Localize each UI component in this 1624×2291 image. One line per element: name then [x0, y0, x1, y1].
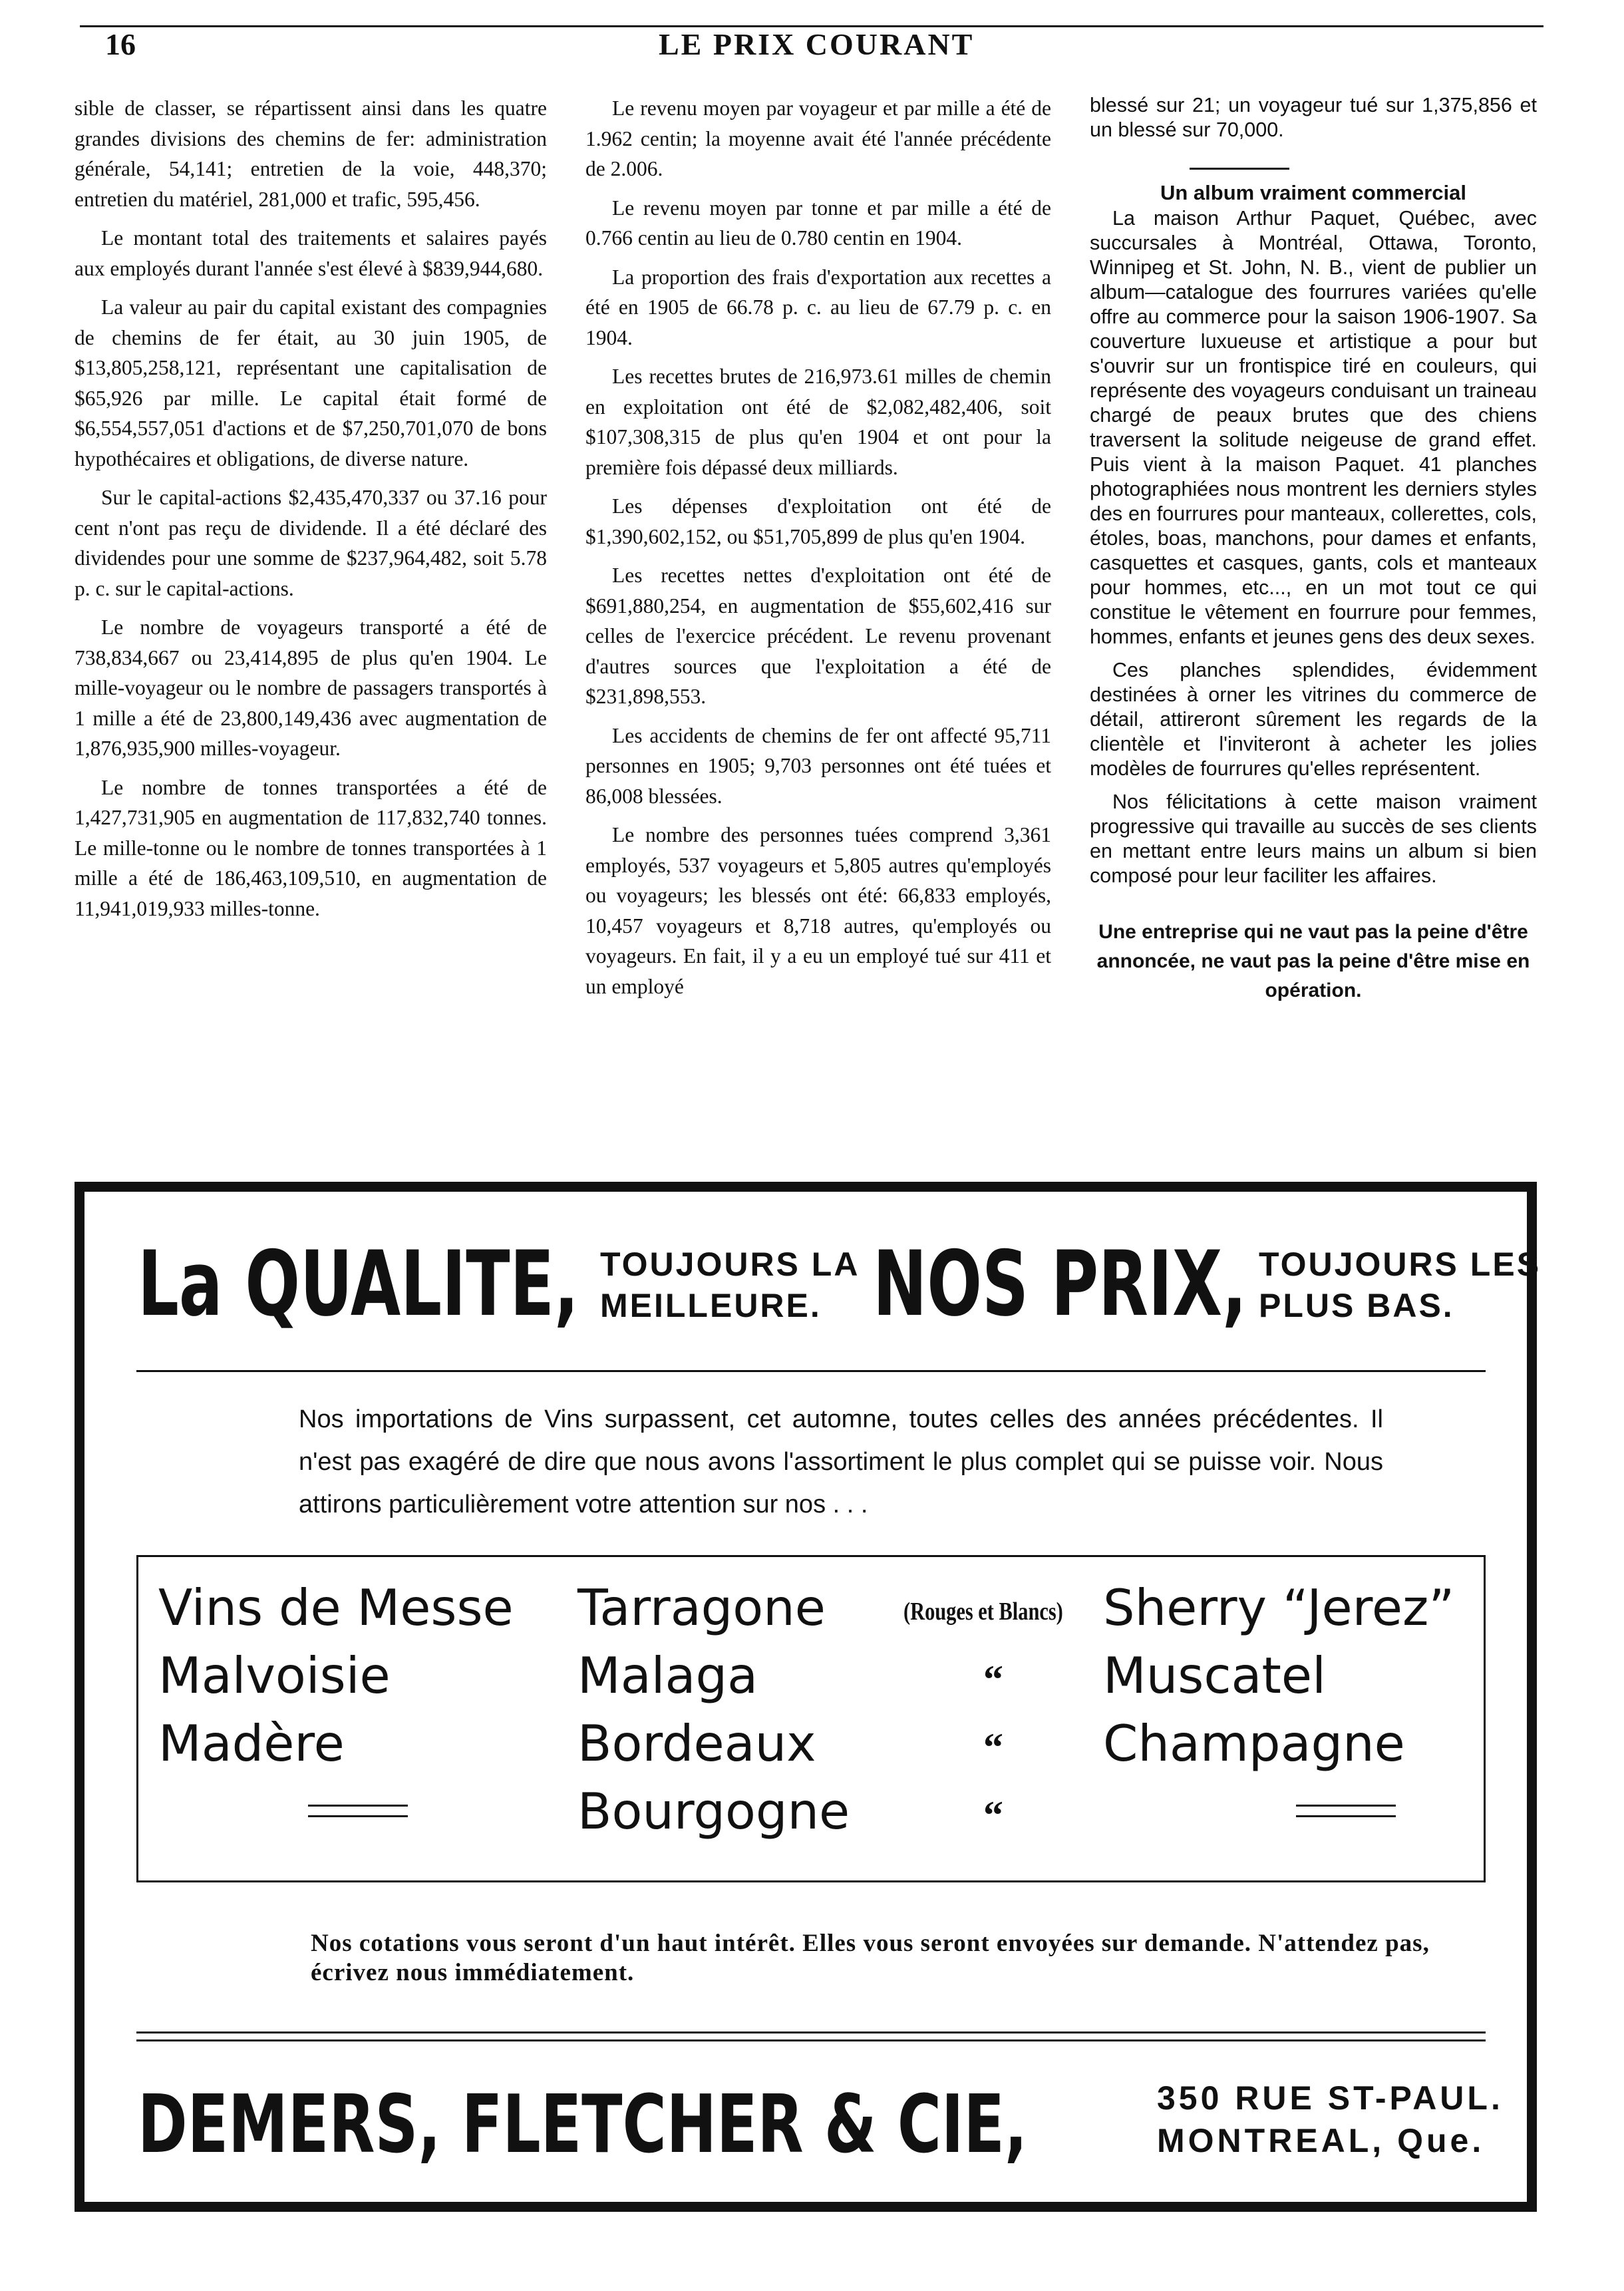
- paragraph: Le revenu moyen par tonne et par mille a été de 0.766 centin au lieu de 0.780 centin en 1904.: [585, 196, 1051, 250]
- paragraph: Les accidents de chemins de fer ont affecté 95,711 personnes en 1905; 9,703 personnes ont été tuées et 86,008 blessées.: [585, 723, 1051, 808]
- paragraph: Les dépenses d'exploitation ont été de $1,390,602,152, ou $51,705,899 de plus qu'en 1904.: [585, 494, 1051, 548]
- ad-headline-prices: NOS PRIX,: [873, 1232, 1247, 1336]
- ad-rule-top: [136, 1370, 1486, 1372]
- paragraph: La maison Arthur Paquet, Québec, avec succursales à Montréal, Ottawa, Toronto, Winnipeg et St. John, N. B., vient de publier un album—catalogue des fourrures variées qu'elle offre au commerce pour la saison 1906-1907. Sa couverture luxueuse et artistique a pour but s'ouvrir sur un frontispice tiré en couleurs, qui représente des voyageurs conduisant un traineau chargé de peaux brutes que des chiens traversent la solitude neigeuse de grand effet. Puis vient à la maison Paquet. 41 planches photographiées nous montrent les derniers styles des en fourrures pour manteaux, collerettes, cols, étoles, boas, manchons, pour dames et enfants, casquettes et casques, gants, cols et manteaux pour hommes, etc..., en un mot tout ce qui constitue le vêtement en fourrure pour femmes, hommes, enfants et jeunes gens des deux sexes.: [1090, 207, 1537, 648]
- ad-rule-bottom-2: [136, 2039, 1486, 2041]
- article-column-3: [1090, 93, 1537, 1014]
- wine-item: Madère: [158, 1714, 345, 1773]
- ditto-mark: “: [983, 1725, 1003, 1769]
- ad-tagline-2b: PLUS BAS.: [1259, 1287, 1454, 1324]
- ad-tagline-2a: TOUJOURS LES: [1259, 1246, 1542, 1283]
- ditto-mark: “: [983, 1793, 1003, 1837]
- paragraph: Les recettes nettes d'exploitation ont été de $691,880,254, en augmentation de $55,602,416 sur celles de l'exercice précédent. Le revenu provenant d'autres sources que l'exploitation a été de $231,898,553.: [585, 564, 1051, 708]
- paragraph: Le montant total des traitements et salaires payés aux employés durant l'année s'est élevé à $839,944,680.: [75, 226, 547, 280]
- page-number: 16: [105, 27, 136, 61]
- wine-list-box: [136, 1555, 1486, 1882]
- firm-address-line-2: MONTREAL, Que.: [1157, 2122, 1485, 2159]
- paragraph: Nos félicitations à cette maison vraiment progressive qui travaille au succès de ses clients en mettant entre leurs mains un album si bien composé pour leur faciliter les affaires.: [1090, 791, 1537, 887]
- firm-address-line-1: 350 RUE ST-PAUL.: [1157, 2079, 1504, 2117]
- article-heading: Un album vraiment commercial: [1160, 181, 1466, 204]
- ad-quotes-note: Nos cotations vous seront d'un haut intérêt. Elles vous seront envoyées sur demande. N'attendez pas, écrivez nous immédiatement.: [311, 1930, 1430, 1986]
- section-divider: [1190, 168, 1289, 170]
- ad-headline-quality: La QUALITE,: [138, 1232, 579, 1336]
- paragraph-continuation: blessé sur 21; un voyageur tué sur 1,375,856 et un blessé sur 70,000.: [1090, 94, 1537, 141]
- wine-item: Bourgogne: [577, 1782, 850, 1841]
- advertisement: [75, 1182, 1542, 2212]
- paragraph: Ces planches splendides, évidemment destinées à orner les vitrines du commerce de détail, attireront sûrement les regards de la clientèle et l'inviteront à acheter les jolies modèles de fourrures qu'elles représentent.: [1090, 659, 1537, 780]
- paragraph: Le revenu moyen par voyageur et par mille a été de 1.962 centin; la moyenne avait été l'année précédente de 2.006.: [585, 96, 1051, 180]
- ad-rule-bottom-1: [136, 2031, 1486, 2033]
- rouges-blancs-note: (Rouges et Blancs): [903, 1598, 1063, 1626]
- wine-item: Bordeaux: [577, 1714, 816, 1773]
- paragraph: La valeur au pair du capital existant des compagnies de chemins de fer était, au 30 juin 1905, de $13,805,258,121, représentant une capitalisation de $65,926 par mille. Le capital était formé de $6,554,557,051 d'actions et de $7,250,701,070 de bons hypothécaires et obligations, de diverse nature.: [75, 295, 547, 470]
- wine-item: Vins de Messe: [158, 1578, 514, 1637]
- wine-item: Malvoisie: [158, 1646, 391, 1705]
- double-rule: [308, 1805, 408, 1817]
- paragraph: Le nombre des personnes tuées comprend 3,361 employés, 537 voyageurs et 5,805 autres qu'employés ou voyageurs; les blessés ont été: 66,833 employés, 10,457 voyageurs et 8,718 autres, qu'employés ou voyageurs. En fait, il y a eu un employé tué sur 411 et un employé: [585, 823, 1051, 998]
- ad-intro-text: Nos importations de Vins surpassent, cet automne, toutes celles des années précédentes. Il n'est pas exagéré de dire que nous avons l'assortiment le plus complet qui se puisse voir. Nous attirons particulièrement votre attention sur nos . . .: [299, 1405, 1383, 1518]
- article-column-2: [585, 93, 1051, 1010]
- article-column-1: [75, 93, 547, 932]
- wine-item: Malaga: [577, 1646, 758, 1705]
- paragraph: sible de classer, se répartissent ainsi dans les quatre grandes divisions des chemins de fer: administration générale, 54,141; entretien de la voie, 448,370; entretien du matériel, 281,000 et trafic, 595,456.: [75, 96, 547, 211]
- motto: Une entreprise qui ne vaut pas la peine d'être annoncée, ne vaut pas la peine d'être mise en opération.: [1096, 921, 1530, 1001]
- paragraph: Les recettes brutes de 216,973.61 milles de chemin en exploitation ont été de $2,082,482,406, soit $107,308,315 de plus qu'en 1904 et ont pour la première fois dépassé deux milliards.: [585, 365, 1051, 479]
- wine-item: Champagne: [1103, 1714, 1405, 1773]
- wine-item: Tarragone: [577, 1578, 826, 1637]
- paragraph: Sur le capital-actions $2,435,470,337 ou 37.16 pour cent n'ont pas reçu de dividende. Il a été déclaré des dividendes pour une somme de $237,964,482, soit 5.78 p. c. sur le capital-actions.: [75, 486, 547, 600]
- ad-tagline-1b: MEILLEURE.: [600, 1287, 822, 1324]
- journal-title: LE PRIX COURANT: [659, 27, 975, 61]
- wine-item: Muscatel: [1103, 1646, 1326, 1705]
- paragraph: Le nombre de tonnes transportées a été de 1,427,731,905 en augmentation de 117,832,740 tonnes. Le mille-tonne ou le nombre de tonnes transportées à 1 mille a été de 186,463,109,510, en augmentation de 11,941,019,933 milles-tonne.: [75, 775, 547, 920]
- paragraph: Le nombre de voyageurs transporté a été de 738,834,667 ou 23,414,895 de plus qu'en 1904. Le mille-voyageur ou le nombre de passagers transportés à 1 mille a été de 23,800,149,436 avec augmentation de 1,876,935,900 milles-voyageur.: [75, 616, 547, 760]
- firm-name: DEMERS, FLETCHER & CIE,: [138, 2079, 1028, 2171]
- paragraph: La proportion des frais d'exportation aux recettes a été en 1905 de 66.78 p. c. au lieu de 67.79 p. c. en 1904.: [585, 265, 1051, 349]
- wine-item: Sherry “Jerez”: [1103, 1578, 1455, 1637]
- ad-tagline-1a: TOUJOURS LA: [600, 1246, 860, 1283]
- double-rule: [1296, 1805, 1396, 1817]
- ditto-mark: “: [983, 1658, 1003, 1701]
